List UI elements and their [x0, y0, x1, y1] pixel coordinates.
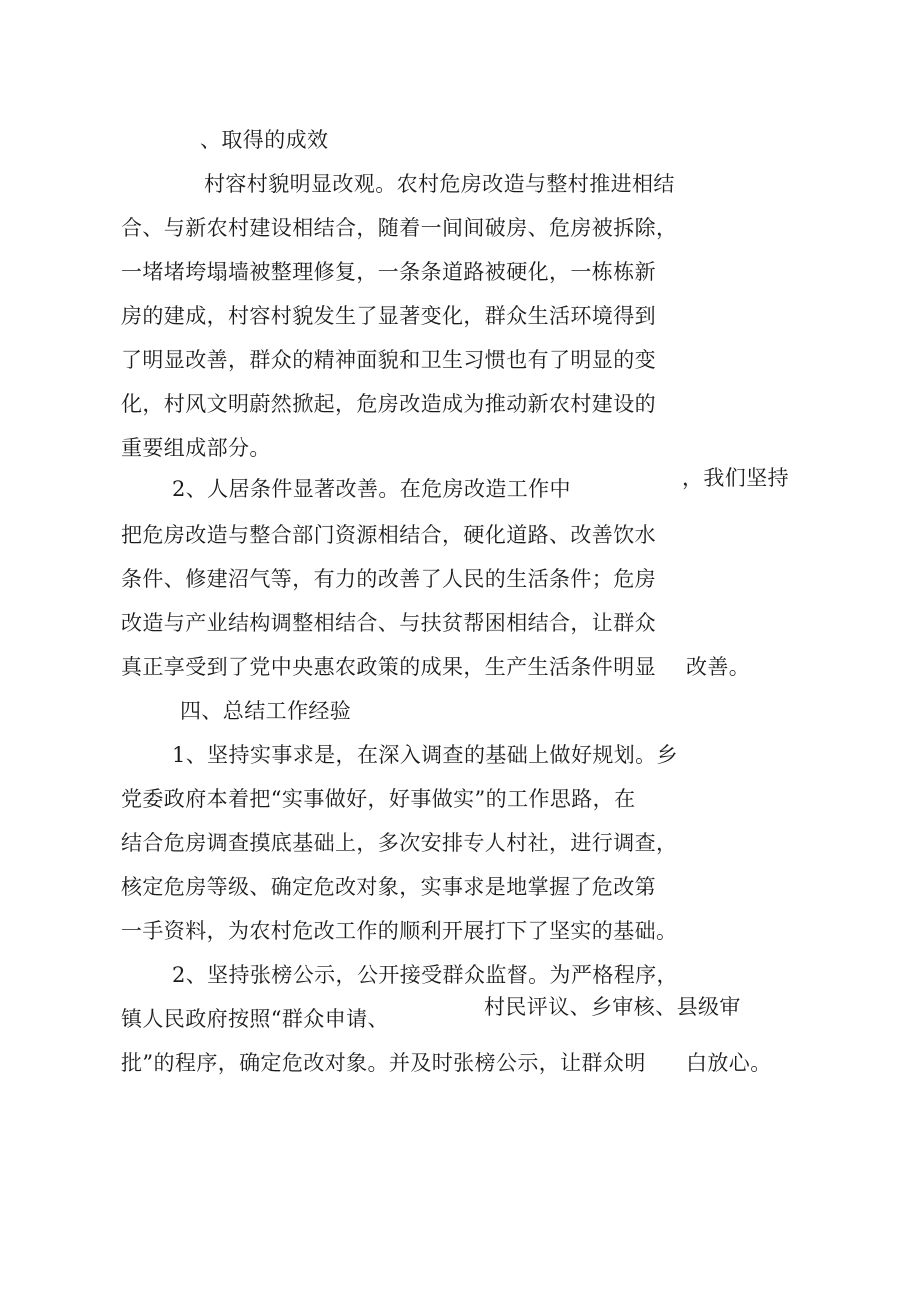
paragraph-line: 1、坚持实事求是，在深入调查的基础上做好规划。乡	[172, 743, 678, 767]
paragraph-line: 一手资料，为农村危改工作的顺利开展打下了坚实的基础。	[121, 919, 678, 943]
paragraph-line: 改造与产业结构调整相结合、与扶贫帮困相结合，让群众	[121, 611, 656, 635]
paragraph-line-fragment: 改善。	[686, 655, 751, 679]
paragraph-line: 党委政府本着把“实事做好，好事做实”的工作思路，在	[121, 787, 636, 811]
paragraph-line: 核定危房等级、确定危改对象，实事求是地掌握了危改第	[121, 875, 656, 899]
paragraph-line: 了明显改善，群众的精神面貌和卫生习惯也有了明显的变	[121, 348, 656, 372]
paragraph-line: 条件、修建沼气等，有力的改善了人民的生活条件；危房	[121, 567, 656, 591]
paragraph-line: 2、人居条件显著改善。在危房改造工作中	[172, 477, 571, 501]
paragraph-line: 房的建成，村容村貌发生了显著变化，群众生活环境得到	[121, 304, 656, 328]
paragraph-line: 一堵堵垮塌墙被整理修复，一条条道路被硬化，一栋栋新	[121, 260, 656, 284]
paragraph-line: 合、与新农村建设相结合，随着一间间破房、危房被拆除，	[121, 216, 678, 240]
section-heading-achievements: 、取得的成效	[200, 128, 329, 152]
paragraph-line: 村容村貌明显改观。农村危房改造与整村推进相结	[204, 172, 675, 196]
paragraph-line-fragment: 白放心。	[686, 1051, 772, 1075]
paragraph-line: 化，村风文明蔚然掀起，危房改造成为推动新农村建设的	[121, 392, 656, 416]
paragraph-line: 重要组成部分。	[121, 436, 271, 460]
paragraph-line: 把危房改造与整合部门资源相结合，硬化道路、改善饮水	[121, 523, 656, 547]
paragraph-line-fragment: 村民评议、乡审核、县级审	[484, 995, 741, 1019]
section-heading-summary: 四、总结工作经验	[180, 699, 352, 723]
paragraph-line: 2、坚持张榜公示，公开接受群众监督。为严格程序，	[172, 963, 678, 987]
paragraph-line: 镇人民政府按照“群众申请、	[121, 1007, 389, 1031]
paragraph-line: 真正享受到了党中央惠农政策的成果，生产生活条件明显	[121, 655, 656, 679]
paragraph-line: 批”的程序，确定危改对象。并及时张榜公示，让群众明	[121, 1051, 646, 1075]
paragraph-line-fragment: ，我们坚持	[682, 466, 789, 490]
paragraph-line: 结合危房调查摸底基础上，多次安排专人村社，进行调查，	[121, 831, 678, 855]
